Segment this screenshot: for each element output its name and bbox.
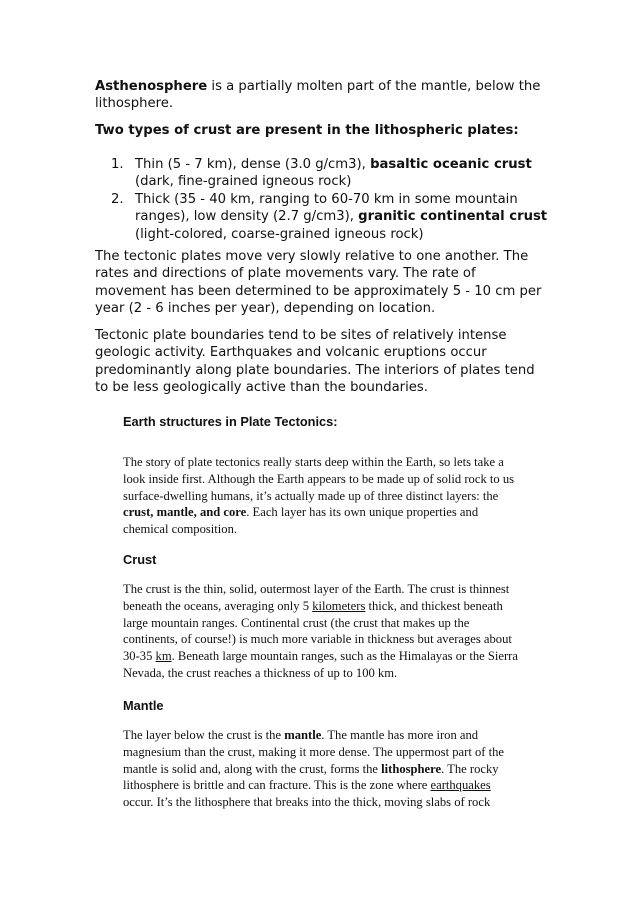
earth-structures-heading: Earth structures in Plate Tectonics: bbox=[123, 414, 338, 429]
earthquakes-link[interactable]: earthquakes bbox=[430, 778, 491, 793]
mantle-paragraph: The layer below the crust is the mantle. The mantle has more iron and magnesium than the crust, making it more dense. The uppermost part of the mantle is solid and, along with the crust, forms the lithosphere. The rocky lithosphere is brittle and can fracture. This is the zone where earthquakes occur. It’s the lithosphere that breaks into the thick, moving slabs of rock bbox=[123, 728, 504, 810]
asthenosphere-term: Asthenosphere bbox=[95, 79, 208, 94]
mantle-heading: Mantle bbox=[123, 698, 164, 713]
list-item: 2. Thick (35 - 40 km, ranging to 60-70 km in some mountain ranges), low density (2.7 g/cm3), granitic continental crust (light-colored, coarse-grained igneous rock) bbox=[111, 191, 548, 242]
list-number: 1. bbox=[111, 157, 124, 172]
kilometers-link[interactable]: kilometers bbox=[312, 598, 366, 613]
asthenosphere-paragraph bbox=[95, 78, 545, 113]
list-item: 1. Thin (5 - 7 km), dense (3.0 g/cm3), basaltic oceanic crust (dark, fine-grained igneous rock) bbox=[111, 157, 532, 190]
plate-movement-paragraph: The tectonic plates move very slowly relative to one another. The rates and directions of plate movements vary. The rate of movement has been determined to be approximately 5 - 10 cm per year (2 - 6 inches per year), depending on location. bbox=[95, 249, 542, 317]
earth-structures-intro: The story of plate tectonics really starts deep within the Earth, so lets take a look inside first. Although the Earth appears to be made up of solid rock to us surface-dwelling humans, it’s actually made up of three distinct layers: the crust, mantle, and core. Each layer has its own unique properties and chemical composition. bbox=[123, 455, 515, 537]
km-link[interactable]: km bbox=[155, 649, 172, 664]
crust-paragraph: The crust is the thin, solid, outermost layer of the Earth. The crust is thinnest beneath the oceans, averaging only 5 kilometers thick, and thickest beneath large mountain ranges. Continental crust (the crust that makes up the continents, of course!) is much more variable in thickness but averages about 30-35 km. Beneath large mountain ranges, such as the Himalayas or the Sierra Nevada, the crust reaches a thickness of up to 100 km. bbox=[123, 582, 518, 680]
crust-heading: Crust bbox=[123, 552, 157, 567]
asthenosphere-text: is a partially molten part of the mantle, below the lithosphere. bbox=[95, 79, 541, 112]
list-number: 2. bbox=[111, 191, 124, 207]
plate-boundaries-paragraph: Tectonic plate boundaries tend to be sites of relatively intense geologic activity. Earthquakes and volcanic eruptions occur predominantly along plate boundaries. The interiors of plates tend to be less geologically active than the boundaries. bbox=[95, 328, 535, 396]
crust-types-heading: Two types of crust are present in the lithospheric plates: bbox=[95, 123, 519, 138]
crust-types-list bbox=[111, 156, 551, 243]
